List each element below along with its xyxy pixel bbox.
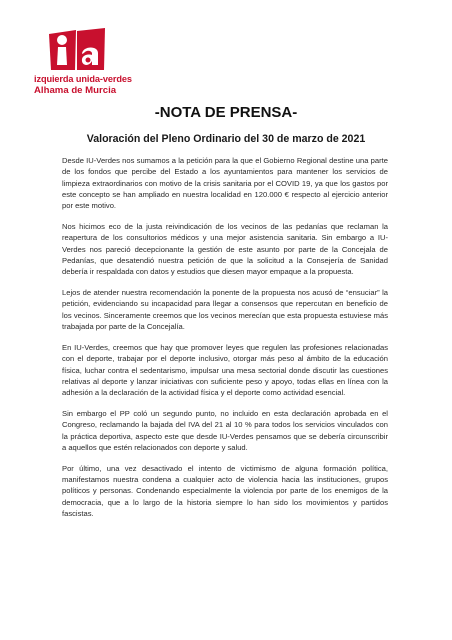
logo-text-line1: izquierda unida-verdes (34, 74, 132, 84)
paragraph: Desde IU-Verdes nos sumamos a la petición para la que el Gobierno Regional destine una parte de los fondos que percibe del Estado a los ayuntamientos para mantener los servicios de limpieza extraordinarios con motivo de la crisis sanitaria por el COVID 19, ya que los gastos por este concepto se han ampliado en nuestra localidad en 120.000 € respecto al ejercicio anterior por este motivo. (62, 156, 388, 211)
paragraph: Nos hicimos eco de la justa reivindicación de los vecinos de las pedanías que reclaman la reapertura de los consultorios médicos y una mejor asistencia sanitaria. Sin embargo a IU-Verdes nos pareció decepcionante la gestión de este asunto por parte de la Concejala de Pedanías, que desatendió nuestra petición de que la solicitud a la Consejería de Sanidad debería ir respaldada con datos y estudios que diesen mayor empaque a la propuesta. (62, 222, 388, 277)
paragraph: En IU-Verdes, creemos que hay que promover leyes que regulen las profesiones relacionadas con el deporte, trabajar por el deporte inclusivo, otorgar más peso al ámbito de la educación física, luchar contra el sedentarismo, impulsar una mesa sectorial donde discutir las cuestiones relativas al deporte y lanzar iniciativas con suficiente peso y apoyo, todas ellas en línea con la adhesión a la declaración de la actividad física y el deporte como actividad esencial. (62, 342, 388, 398)
paragraph: Sin embargo el PP coló un segundo punto, no incluido en esta declaración aprobada en el Congreso, reclamando la bajada del IVA del 21 al 10 % para todos los servicios vinculados con la práctica deportiva, aspecto este que desde IU-Verdes pensamos que se debería circunscribir a aquellos que estén relacionados con deporte y salud. (62, 409, 388, 452)
logo-text-line2: Alhama de Murcia (34, 85, 117, 96)
paragraph: Por último, una vez desactivado el intento de victimismo de alguna formación política, manifestamos nuestra condena a cualquier acto de violencia hacia las instituciones, grupos políticos y personas. Condenando especialmente la violencia por parte de los enemigos de la democracia, que a lo largo de la historia siempre lo han sido los movimientos y partidos fascistas. (62, 463, 388, 518)
party-logo (34, 28, 154, 98)
ia-logo-mark (46, 28, 108, 72)
document-title: -NOTA DE PRENSA- (154, 104, 298, 121)
paragraph: Lejos de atender nuestra recomendación la ponente de la propuesta nos acusó de “ensuciar” la petición, evidenciando su incapacidad para llegar a consensos que repercutan en beneficio de los vecinos. Sinceramente creemos que los vecinos merecían que esta propuesta estuviese más trabajada por parte de la Concejalía. (62, 288, 388, 332)
document-subtitle: Valoración del Pleno Ordinario del 30 de marzo de 2021 (86, 133, 366, 145)
document-body (62, 155, 388, 529)
